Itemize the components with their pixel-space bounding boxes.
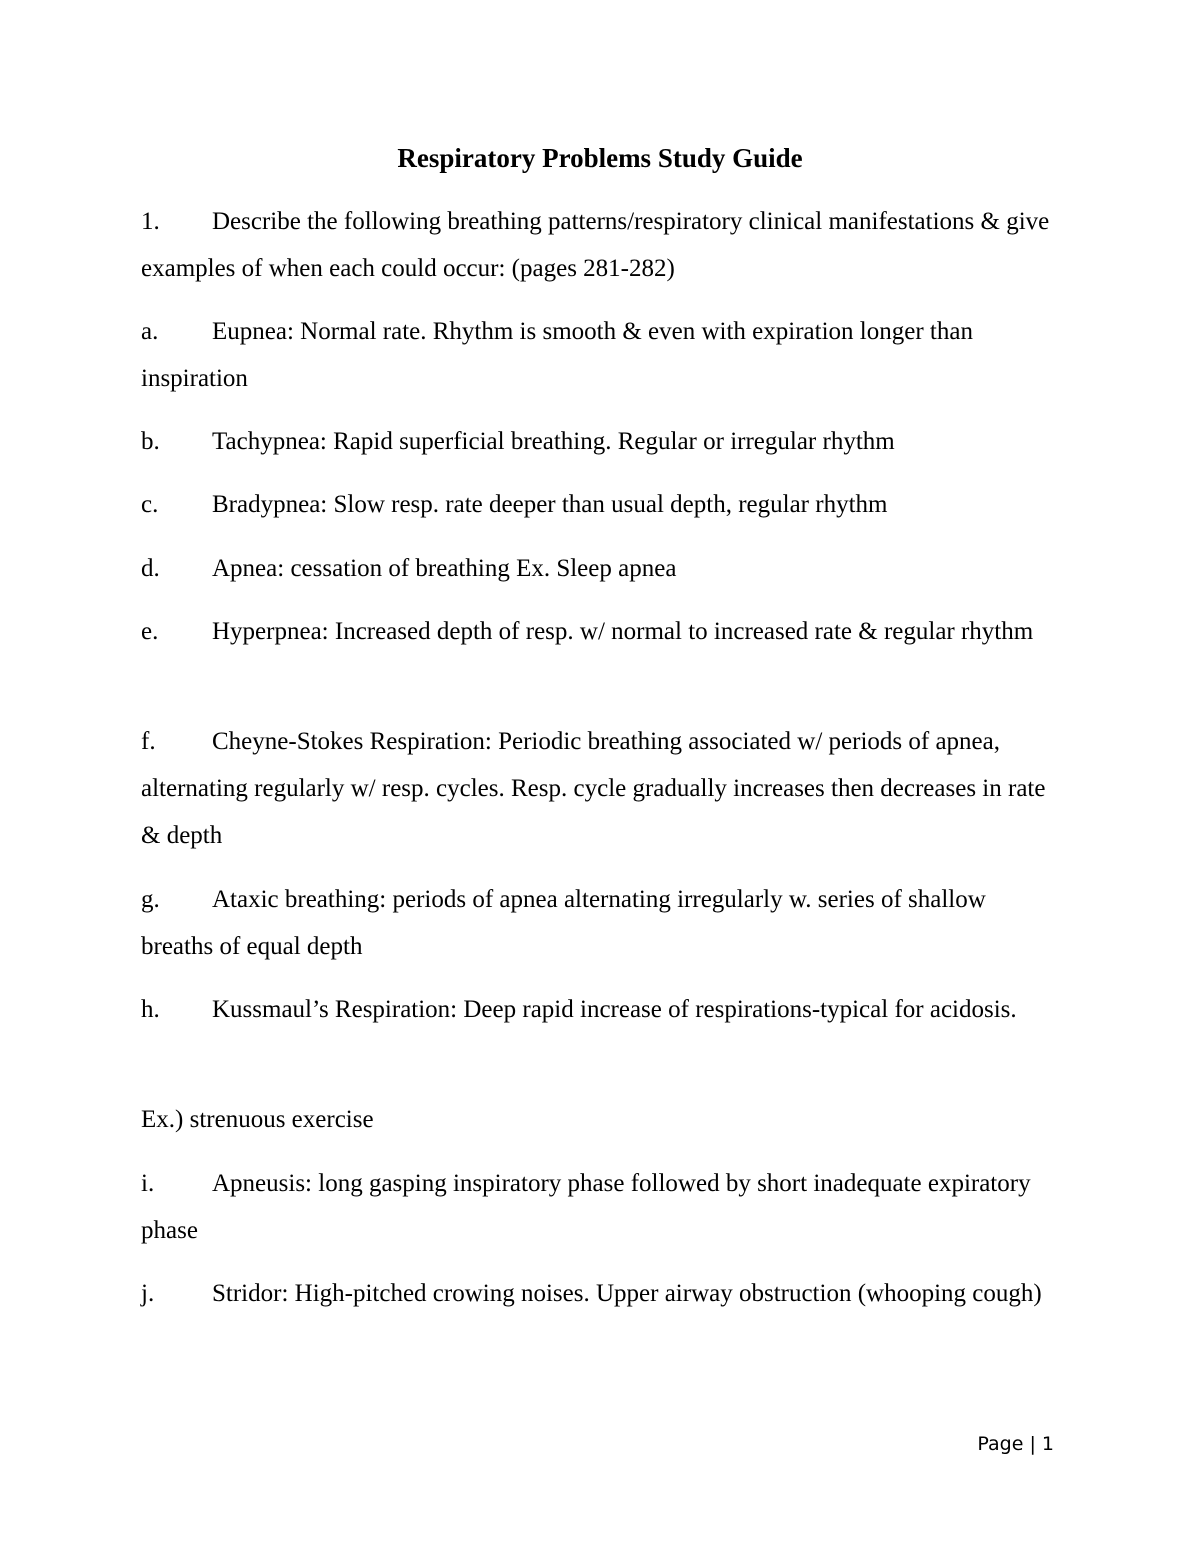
list-item-text: Bradypnea: Slow resp. rate deeper than usual depth, regular rhythm [212,491,888,518]
list-item-text: Stridor: High-pitched crowing noises. Upper airway obstruction (whooping cough) [212,1280,1042,1307]
list-item-text: Apnea: cessation of breathing Ex. Sleep apnea [212,555,677,582]
list-item-marker: c. [141,491,159,518]
list-item-marker: i. [141,1170,155,1197]
list-item-marker: e. [141,618,159,645]
question-marker: 1. [141,208,160,235]
question-1 [141,198,1061,292]
list-item-b [141,418,1061,465]
list-item-marker: f. [141,728,156,755]
list-item-c [141,481,1061,528]
list-item-marker: j. [141,1280,155,1307]
list-item-marker: d. [141,555,160,582]
list-item-text: Kussmaul’s Respiration: Deep rapid increase of respirations-typical for acidosis. [212,996,1017,1023]
list-item-h [141,986,1061,1033]
list-item-example [141,1096,1061,1143]
list-item-j [141,1270,1061,1317]
list-item-marker: b. [141,428,160,455]
list-item-a [141,308,1061,402]
question-text: Describe the following breathing patterns/respiratory clinical manifestations & give examples of when each could occur: (pages 281-282) [141,208,1050,282]
list-item-text: Cheyne-Stokes Respiration: Periodic breathing associated w/ periods of apnea, alternating regularly w/ resp. cycles. Resp. cycle gradually increases then decreases in rate & depth [141,728,1046,849]
list-item-marker: h. [141,996,160,1023]
list-item-f [141,718,1061,859]
list-item-text: Eupnea: Normal rate. Rhythm is smooth & even with expiration longer than inspiration [141,318,973,392]
list-item-text: Tachypnea: Rapid superficial breathing. Regular or irregular rhythm [212,428,895,455]
list-item-text: Hyperpnea: Increased depth of resp. w/ normal to increased rate & regular rhythm [212,618,1034,645]
list-item-text: Ataxic breathing: periods of apnea alternating irregularly w. series of shallow breaths of equal depth [141,886,986,960]
list-item-marker: g. [141,886,160,913]
list-item-text: Apneusis: long gasping inspiratory phase followed by short inadequate expiratory phase [141,1170,1031,1244]
page-number: Page | 1 [977,1433,1054,1455]
list-item-g [141,876,1061,970]
list-item-i [141,1160,1061,1254]
list-item-text: Ex.) strenuous exercise [141,1106,374,1133]
list-item-marker: a. [141,318,159,345]
list-item-e [141,608,1061,655]
page-title: Respiratory Problems Study Guide [397,143,803,173]
list-item-d [141,545,1061,592]
